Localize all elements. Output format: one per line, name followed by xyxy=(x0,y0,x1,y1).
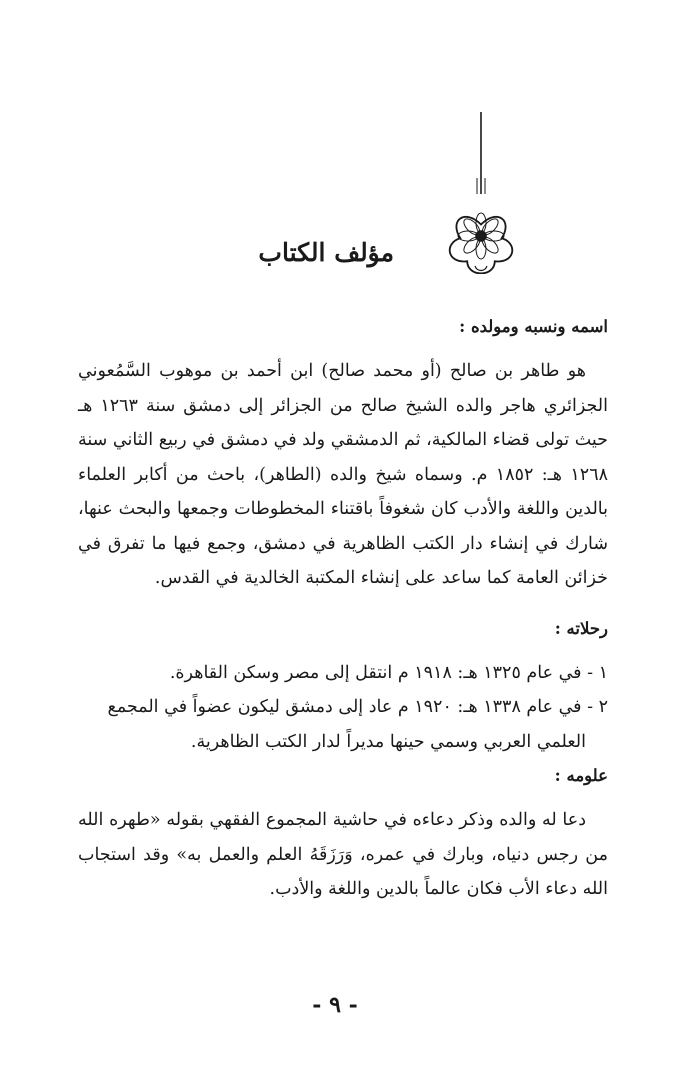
knowledge-paragraph: دعا له والده وذكر دعاءه في حاشية المجموع الفقهي بقوله «طهره الله من رجس دنياه، وبارك في عمره، وَرَزَقَهُ العلم والعمل به» وقد استجاب الله دعاء الأب فكان عالماً بالدين واللغة والأدب. xyxy=(78,810,608,899)
section-heading-knowledge: علومه : xyxy=(554,766,608,785)
list-item-continuation: العلمي العربي وسمي حينها مديراً لدار الكتب الظاهرية. xyxy=(190,731,586,752)
rosette-ornament-icon xyxy=(437,112,525,274)
section-heading-name-lineage-birth: اسمه ونسبه ومولده : xyxy=(459,317,608,336)
list-item: ٢ - في عام ١٣٣٨ هـ: ١٩٢٠ م عاد إلى دمشق ليكون عضواً في المجمع xyxy=(107,697,608,717)
chapter-title: مؤلف الكتاب xyxy=(258,238,394,267)
page-number: - ٩ - xyxy=(312,992,358,1018)
list-item: ١ - في عام ١٣٢٥ هـ: ١٩١٨ م انتقل إلى مصر وسكن القاهرة. xyxy=(169,662,608,683)
biography-paragraph: هو طاهر بن صالح (أو محمد صالح) ابن أحمد بن موهوب السَّمُعوني الجزائري هاجر والده الشيخ صالح من الجزائر إلى دمشق سنة ١٢٦٣ هـ حيث تولى قضاء المالكية، ثم الدمشقي ولد في دمشق في ربيع الثاني سنة ١٢٦٨ هـ: ١٨٥٢ م. وسماه شيخ والده (الطاهر)، باحث من أكابر العلماء بالدين واللغة والأدب كان شغوفاً باقتناء المخطوطات وجمعها والبحث عنها، شارك في إنشاء دار الكتب الظاهرية في دمشق، وجمع فيها ما تفرق في خزائن العامة كما ساعد على إنشاء المكتبة الخالدية في القدس. xyxy=(78,361,608,588)
section-heading-travels: رحلاته : xyxy=(554,618,608,638)
travels-list xyxy=(78,656,608,760)
main-content xyxy=(78,310,608,907)
